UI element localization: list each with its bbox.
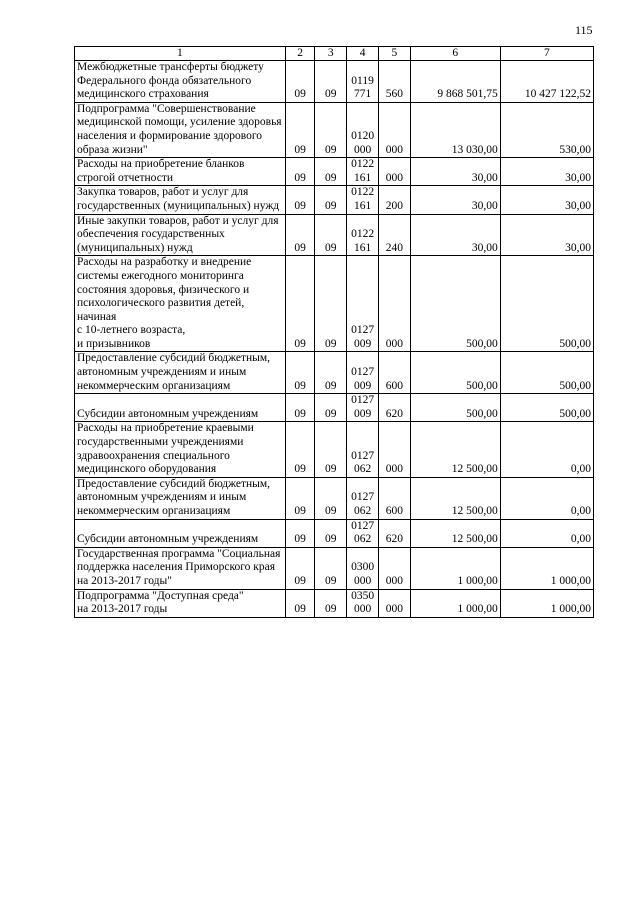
row-name-cell: Расходы на разработку и внедрение системы ежегодного мониторинга состояния здоровья, физического и психологического развития детей, начиная с 10-летнего возраста, и призывников: [75, 256, 286, 352]
section-code-cell: 09: [285, 61, 315, 103]
header-cell: 2: [285, 47, 315, 61]
amount-col7-cell: 530,00: [500, 102, 593, 157]
table-row: [75, 547, 594, 589]
subsection-code-cell: 09: [315, 589, 347, 617]
amount-col6-cell: 1 000,00: [410, 589, 500, 617]
header-row: [75, 47, 594, 61]
target-article-cell: 0122161: [347, 214, 379, 256]
row-name-cell: Предоставление субсидий бюджетным, автономным учреждениям и иным некоммерческим организациям: [75, 352, 286, 394]
subsection-code-cell: 09: [315, 186, 347, 214]
table-row: [75, 394, 594, 422]
subsection-code-cell: 09: [315, 352, 347, 394]
expense-type-cell: 000: [378, 256, 410, 352]
row-name-cell: Закупка товаров, работ и услуг для государственных (муниципальных) нужд: [75, 186, 286, 214]
table-row: [75, 61, 594, 103]
table-row: [75, 256, 594, 352]
target-article-cell: 0119771: [347, 61, 379, 103]
amount-col6-cell: 13 030,00: [410, 102, 500, 157]
subsection-code-cell: 09: [315, 102, 347, 157]
table-row: [75, 186, 594, 214]
expense-type-cell: 240: [378, 214, 410, 256]
amount-col6-cell: 30,00: [410, 214, 500, 256]
amount-col6-cell: 1 000,00: [410, 547, 500, 589]
subsection-code-cell: 09: [315, 477, 347, 519]
table-row: [75, 519, 594, 547]
amount-col7-cell: 1 000,00: [500, 547, 593, 589]
header-cell: 4: [347, 47, 379, 61]
table-row: [75, 477, 594, 519]
row-name-cell: Расходы на приобретение краевыми государственными учреждениями здравоохранения специального медицинского оборудования: [75, 422, 286, 477]
table-body: [75, 47, 594, 618]
amount-col6-cell: 500,00: [410, 394, 500, 422]
section-code-cell: 09: [285, 102, 315, 157]
amount-col6-cell: 9 868 501,75: [410, 61, 500, 103]
row-name-cell: Подпрограмма "Доступная среда" на 2013-2017 годы: [75, 589, 286, 617]
page-number: 115: [575, 23, 593, 37]
amount-col7-cell: 30,00: [500, 214, 593, 256]
expense-type-cell: 000: [378, 102, 410, 157]
subsection-code-cell: 09: [315, 158, 347, 186]
table-row: [75, 102, 594, 157]
amount-col7-cell: 0,00: [500, 422, 593, 477]
row-name-cell: Субсидии автономным учреждениям: [75, 519, 286, 547]
amount-col7-cell: 10 427 122,52: [500, 61, 593, 103]
header-cell: 3: [315, 47, 347, 61]
section-code-cell: 09: [285, 158, 315, 186]
subsection-code-cell: 09: [315, 547, 347, 589]
expense-type-cell: 620: [378, 394, 410, 422]
section-code-cell: 09: [285, 214, 315, 256]
row-name-cell: Подпрограмма "Совершенствование медицинской помощи, усиление здоровья населения и формирование здорового образа жизни": [75, 102, 286, 157]
table-row: [75, 158, 594, 186]
expense-type-cell: 000: [378, 422, 410, 477]
section-code-cell: 09: [285, 256, 315, 352]
target-article-cell: 0127062: [347, 519, 379, 547]
target-article-cell: 0350000: [347, 589, 379, 617]
expense-type-cell: 000: [378, 589, 410, 617]
amount-col6-cell: 12 500,00: [410, 422, 500, 477]
row-name-cell: Иные закупки товаров, работ и услуг для обеспечения государственных (муниципальных) нужд: [75, 214, 286, 256]
target-article-cell: 0127062: [347, 477, 379, 519]
section-code-cell: 09: [285, 352, 315, 394]
amount-col6-cell: 12 500,00: [410, 477, 500, 519]
target-article-cell: 0120000: [347, 102, 379, 157]
expense-type-cell: 000: [378, 547, 410, 589]
table-row: [75, 214, 594, 256]
table-row: [75, 352, 594, 394]
amount-col6-cell: 30,00: [410, 186, 500, 214]
table-row: [75, 589, 594, 617]
expense-type-cell: 600: [378, 477, 410, 519]
amount-col7-cell: 500,00: [500, 394, 593, 422]
amount-col6-cell: 500,00: [410, 256, 500, 352]
amount-col7-cell: 0,00: [500, 477, 593, 519]
header-cell: 1: [75, 47, 286, 61]
section-code-cell: 09: [285, 547, 315, 589]
subsection-code-cell: 09: [315, 256, 347, 352]
row-name-cell: Расходы на приобретение бланков строгой отчетности: [75, 158, 286, 186]
amount-col6-cell: 30,00: [410, 158, 500, 186]
section-code-cell: 09: [285, 477, 315, 519]
target-article-cell: 0122161: [347, 186, 379, 214]
section-code-cell: 09: [285, 394, 315, 422]
amount-col7-cell: 500,00: [500, 256, 593, 352]
target-article-cell: 0127062: [347, 422, 379, 477]
target-article-cell: 0127009: [347, 394, 379, 422]
expense-type-cell: 560: [378, 61, 410, 103]
row-name-cell: Государственная программа "Социальная поддержка населения Приморского края на 2013-2017 годы": [75, 547, 286, 589]
target-article-cell: 0127009: [347, 352, 379, 394]
amount-col7-cell: 500,00: [500, 352, 593, 394]
section-code-cell: 09: [285, 186, 315, 214]
amount-col7-cell: 1 000,00: [500, 589, 593, 617]
table-row: [75, 422, 594, 477]
amount-col6-cell: 12 500,00: [410, 519, 500, 547]
expense-type-cell: 200: [378, 186, 410, 214]
budget-table: [74, 46, 594, 618]
subsection-code-cell: 09: [315, 519, 347, 547]
target-article-cell: 0300000: [347, 547, 379, 589]
subsection-code-cell: 09: [315, 422, 347, 477]
header-cell: 5: [378, 47, 410, 61]
amount-col7-cell: 30,00: [500, 158, 593, 186]
row-name-cell: Межбюджетные трансферты бюджету Федерального фонда обязательного медицинского страхования: [75, 61, 286, 103]
expense-type-cell: 620: [378, 519, 410, 547]
amount-col7-cell: 30,00: [500, 186, 593, 214]
section-code-cell: 09: [285, 589, 315, 617]
row-name-cell: Субсидии автономным учреждениям: [75, 394, 286, 422]
subsection-code-cell: 09: [315, 61, 347, 103]
target-article-cell: 0127009: [347, 256, 379, 352]
subsection-code-cell: 09: [315, 394, 347, 422]
target-article-cell: 0122161: [347, 158, 379, 186]
subsection-code-cell: 09: [315, 214, 347, 256]
row-name-cell: Предоставление субсидий бюджетным, автономным учреждениям и иным некоммерческим организациям: [75, 477, 286, 519]
amount-col7-cell: 0,00: [500, 519, 593, 547]
section-code-cell: 09: [285, 422, 315, 477]
expense-type-cell: 000: [378, 158, 410, 186]
header-cell: 7: [500, 47, 593, 61]
expense-type-cell: 600: [378, 352, 410, 394]
amount-col6-cell: 500,00: [410, 352, 500, 394]
header-cell: 6: [410, 47, 500, 61]
section-code-cell: 09: [285, 519, 315, 547]
